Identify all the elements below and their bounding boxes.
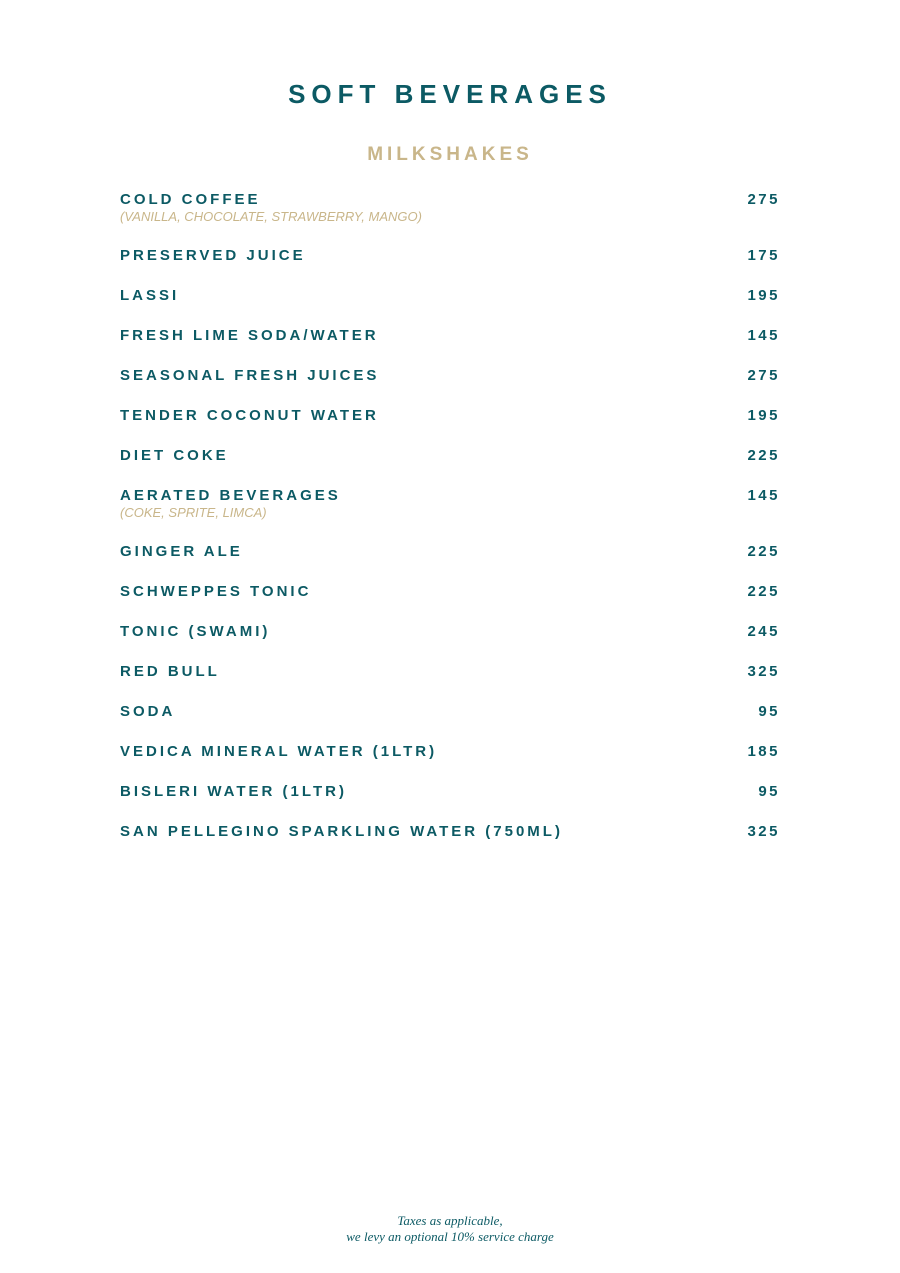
item-name: TONIC (SWAMI) bbox=[120, 623, 271, 640]
item-price: 175 bbox=[747, 247, 780, 264]
item-price: 245 bbox=[747, 623, 780, 640]
item-name: COLD COFFEE bbox=[120, 191, 261, 208]
item-price: 275 bbox=[747, 367, 780, 384]
menu-item-lassi bbox=[120, 286, 778, 305]
item-name: SCHWEPPES TONIC bbox=[120, 583, 312, 600]
menu-item-cold-coffee bbox=[120, 190, 778, 225]
item-price: 325 bbox=[747, 823, 780, 840]
footer-taxes-line: Taxes as applicable, bbox=[397, 1213, 503, 1228]
item-price: 225 bbox=[747, 583, 780, 600]
item-price: 95 bbox=[758, 703, 780, 720]
menu-item-ginger-ale bbox=[120, 542, 778, 561]
menu-item-fresh-lime-soda bbox=[120, 326, 778, 345]
menu-item-san-pellegino bbox=[120, 822, 778, 841]
item-note: (VANILLA, CHOCOLATE, STRAWBERRY, MANGO) bbox=[120, 209, 422, 224]
menu-item-seasonal-fresh-juices bbox=[120, 366, 778, 385]
menu-item-red-bull bbox=[120, 662, 778, 681]
item-price: 325 bbox=[747, 663, 780, 680]
item-name: RED BULL bbox=[120, 663, 220, 680]
item-price: 145 bbox=[747, 487, 780, 504]
item-price: 275 bbox=[747, 191, 780, 208]
section-title-milkshakes: MILKSHAKES bbox=[367, 144, 533, 165]
item-price: 225 bbox=[747, 543, 780, 560]
item-price: 185 bbox=[747, 743, 780, 760]
item-price: 95 bbox=[758, 783, 780, 800]
menu-item-aerated-beverages bbox=[120, 486, 778, 521]
item-name: FRESH LIME SODA/WATER bbox=[120, 327, 379, 344]
item-name: DIET COKE bbox=[120, 447, 229, 464]
item-name: VEDICA MINERAL WATER (1LTR) bbox=[120, 743, 438, 760]
item-name: BISLERI WATER (1LTR) bbox=[120, 783, 347, 800]
menu-item-diet-coke bbox=[120, 446, 778, 465]
item-note: (COKE, SPRITE, LIMCA) bbox=[120, 505, 267, 520]
menu-item-tonic-swami bbox=[120, 622, 778, 641]
item-name: LASSI bbox=[120, 287, 180, 304]
menu-list bbox=[120, 190, 778, 862]
item-name: PRESERVED JUICE bbox=[120, 247, 306, 264]
item-name: TENDER COCONUT WATER bbox=[120, 407, 379, 424]
item-name: AERATED BEVERAGES bbox=[120, 487, 341, 504]
footer-note bbox=[0, 1213, 900, 1245]
menu-item-bisleri-water bbox=[120, 782, 778, 801]
item-price: 225 bbox=[747, 447, 780, 464]
item-price: 195 bbox=[747, 407, 780, 424]
item-name: SAN PELLEGINO SPARKLING WATER (750ML) bbox=[120, 823, 563, 840]
menu-item-vedica-mineral-water bbox=[120, 742, 778, 761]
item-name: SEASONAL FRESH JUICES bbox=[120, 367, 380, 384]
menu-item-soda bbox=[120, 702, 778, 721]
footer-service-charge-line: we levy an optional 10% service charge bbox=[346, 1229, 554, 1244]
item-price: 195 bbox=[747, 287, 780, 304]
menu-item-schweppes-tonic bbox=[120, 582, 778, 601]
menu-item-preserved-juice bbox=[120, 246, 778, 265]
menu-item-tender-coconut-water bbox=[120, 406, 778, 425]
item-name: SODA bbox=[120, 703, 176, 720]
item-price: 145 bbox=[747, 327, 780, 344]
item-name: GINGER ALE bbox=[120, 543, 243, 560]
page-title: SOFT BEVERAGES bbox=[288, 79, 612, 109]
